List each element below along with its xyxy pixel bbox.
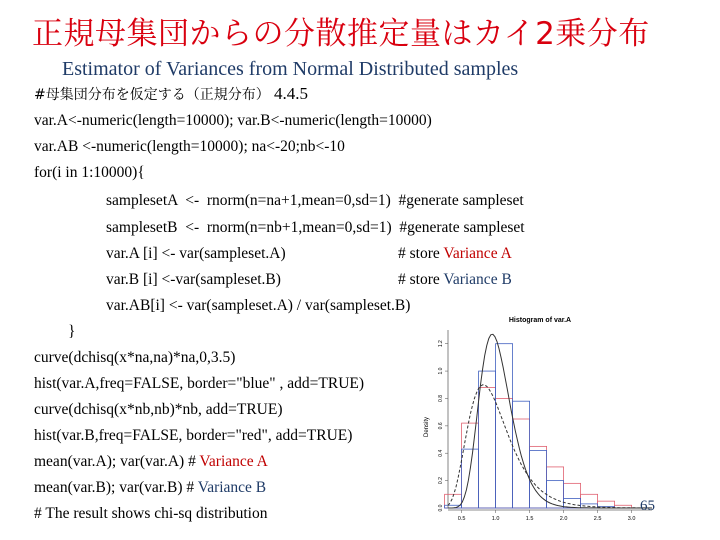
code-line: # The result shows chi-sq distribution — [34, 505, 268, 522]
code-line: var.AB <-numeric(length=10000); na<-20;nb<-10 — [34, 138, 345, 155]
x-tick-label: 0.5 — [457, 516, 466, 522]
code-text: mean(var.A); var(var.A) # — [34, 453, 200, 470]
slide-subtitle: Estimator of Variances from Normal Distributed samples — [62, 58, 519, 80]
code-line: samplesetA <- rnorm(n=na+1,mean=0,sd=1) #generate sampleset — [106, 192, 524, 209]
section-heading — [34, 84, 308, 104]
y-tick-label: 1.0 — [438, 367, 444, 375]
code-line: samplesetB <- rnorm(n=nb+1,mean=0,sd=1) #generate sampleset — [106, 219, 525, 236]
code-line: var.AB[i] <- var(sampleset.A) / var(sampleset.B) — [106, 297, 411, 314]
comment-text: # store — [398, 245, 444, 262]
figure-title: Histogram of var.A — [508, 317, 572, 324]
x-tick-label: 1.0 — [491, 516, 500, 522]
y-tick-label: 0.6 — [438, 422, 444, 430]
section-number: 4.4.5 — [273, 84, 308, 103]
y-tick-label: 0.4 — [438, 449, 444, 457]
code-line — [34, 453, 268, 471]
variance-a-highlight: Variance A — [199, 453, 268, 470]
y-tick-label: 0.8 — [438, 394, 444, 402]
y-tick-label: 0.0 — [438, 504, 444, 512]
x-tick-label: 3.0 — [627, 516, 636, 522]
figure-ylabel: Density — [424, 416, 430, 438]
code-line: curve(dchisq(x*nb,nb)*nb, add=TRUE) — [34, 401, 283, 418]
code-line: for(i in 1:10000){ — [34, 164, 145, 181]
code-text: mean(var.B); var(var.B) # — [34, 479, 198, 496]
comment-text: # store — [398, 271, 444, 288]
code-line — [106, 245, 286, 263]
code-line — [106, 271, 281, 289]
slide-title: 正規母集団からの分散推定量はカイ2乗分布 — [32, 16, 650, 52]
y-tick-label: 1.2 — [438, 340, 444, 348]
variance-a-highlight: Variance A — [443, 245, 512, 262]
variance-b-highlight: Variance B — [443, 271, 512, 288]
x-tick-label: 1.5 — [525, 516, 534, 522]
x-tick-label: 2.5 — [593, 516, 602, 522]
x-tick-label: 2.0 — [559, 516, 568, 522]
code-line: var.A<-numeric(length=10000); var.B<-numeric(length=10000) — [34, 112, 432, 129]
section-heading-text: #母集団分布を仮定する（正規分布） — [34, 87, 270, 103]
code-line: hist(var.A,freq=FALSE, border="blue" , add=TRUE) — [34, 375, 365, 392]
code-text: var.A [i] <- var(sampleset.A) — [106, 245, 286, 262]
y-tick-label: 0.2 — [438, 477, 444, 485]
histogram-figure — [420, 312, 658, 534]
code-line — [34, 479, 266, 497]
variance-b-highlight: Variance B — [197, 479, 267, 496]
code-text: var.B [i] <-var(sampleset.B) — [106, 271, 281, 288]
code-line: } — [68, 323, 76, 340]
code-comment — [398, 271, 512, 289]
code-line: hist(var.B,freq=FALSE, border="red", add=TRUE) — [34, 427, 353, 444]
page-number: 65 — [640, 498, 655, 514]
code-comment — [398, 245, 512, 263]
code-line: curve(dchisq(x*na,na)*na,0,3.5) — [34, 349, 236, 366]
figure-background — [420, 312, 658, 534]
